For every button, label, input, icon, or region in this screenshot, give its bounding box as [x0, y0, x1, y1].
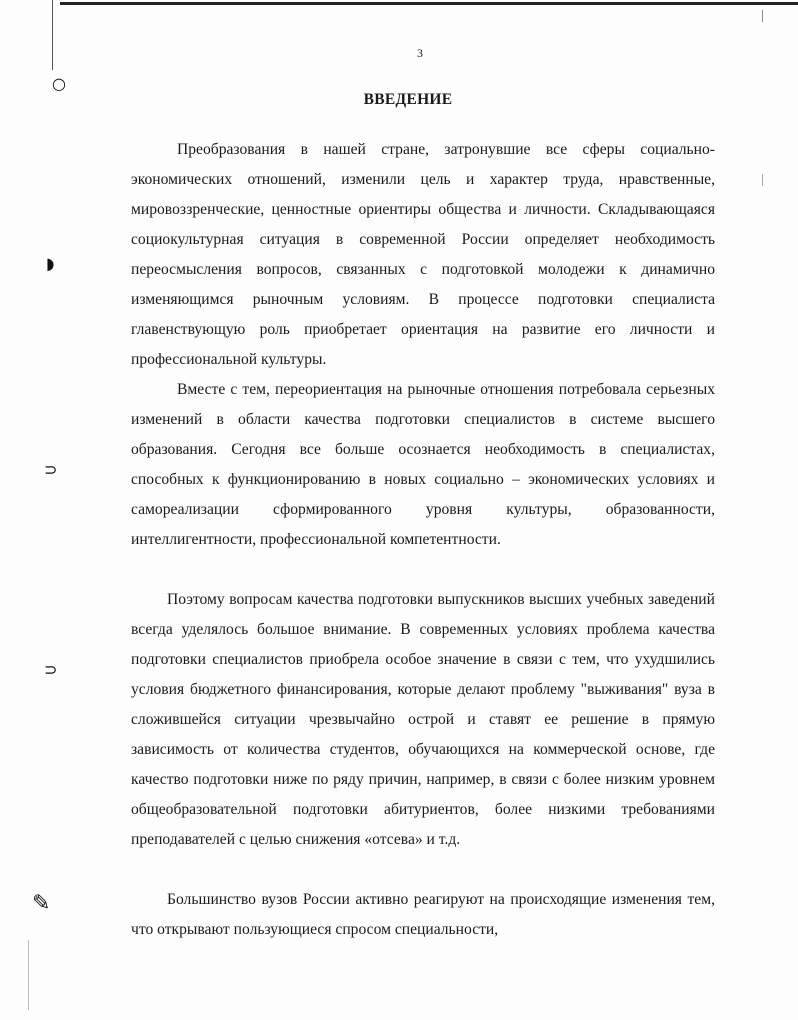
punch-hole-icon: ◗ [46, 254, 55, 273]
page-number: 3 [417, 46, 423, 60]
paragraph-text: Поэтому вопросам качества подготовки выпускников высших учебных заведений всегда уделялось большое внимание. В современных условиях проблема качества подготовки специалистов приобрела особое значение в связи с тем, что ухудшились условия бюджетного финансирования, которые делают проблему "выживания" вуза в сложившейся ситуации чрезвычайно острой и ставят ее решение в прямую зависимость от количества студентов, обучающихся на коммерческой основе, где качество подготовки ниже по ряду причин, например, в связи с более низким уровнем общеобразовательной подготовки абитуриентов, более низкими требованиями преподавателей с целью снижения «отсева» и т.д. [131, 591, 715, 848]
scan-border-top [60, 2, 798, 5]
paragraph-3 [131, 585, 715, 855]
punch-hole-icon: ○ [52, 74, 66, 93]
paragraph-2 [131, 375, 715, 555]
paragraph-4 [131, 885, 715, 945]
punch-hole-icon: ⊃ [44, 660, 58, 679]
paragraph-1 [131, 135, 715, 375]
scan-mark-right [762, 10, 763, 22]
punch-hole-icon: ⊃ [44, 460, 58, 479]
section-title: ВВЕДЕНИЕ [363, 91, 453, 108]
paragraph-text: Вместе с тем, переориентация на рыночные отношения потребовала серьезных изменений в области качества подготовки специалистов в системе высшего образования. Сегодня все больше осознается необходимость в специалистах, способных к функционированию в новых социально – экономических условиях и самореализации сформированного уровня культуры, образованности, интеллигентности, профессиональной компетентности. [131, 381, 715, 548]
paragraph-text: Преобразования в нашей стране, затронувшие все сферы социально-экономических отношений, изменили цель и характер труда, нравственные, мировоззренческие, ценностные ориентиры общества и личности. Складывающаяся социокультурная ситуация в современной России определяет необходимость переосмысления вопросов, связанных с подготовкой молодежи к динамично изменяющимся рыночным условиям. В процессе подготовки специалиста главенствующую роль приобретает ориентация на развитие его личности и профессиональной культуры. [131, 141, 715, 368]
paragraph-text: Большинство вузов России активно реагируют на происходящие изменения тем, что открывают пользующиеся спросом специальности, [131, 891, 715, 938]
scan-mark-right-lower [762, 174, 763, 186]
punch-hole-icon: ✎ [32, 891, 51, 916]
scan-border-left-bottom [28, 940, 29, 1010]
